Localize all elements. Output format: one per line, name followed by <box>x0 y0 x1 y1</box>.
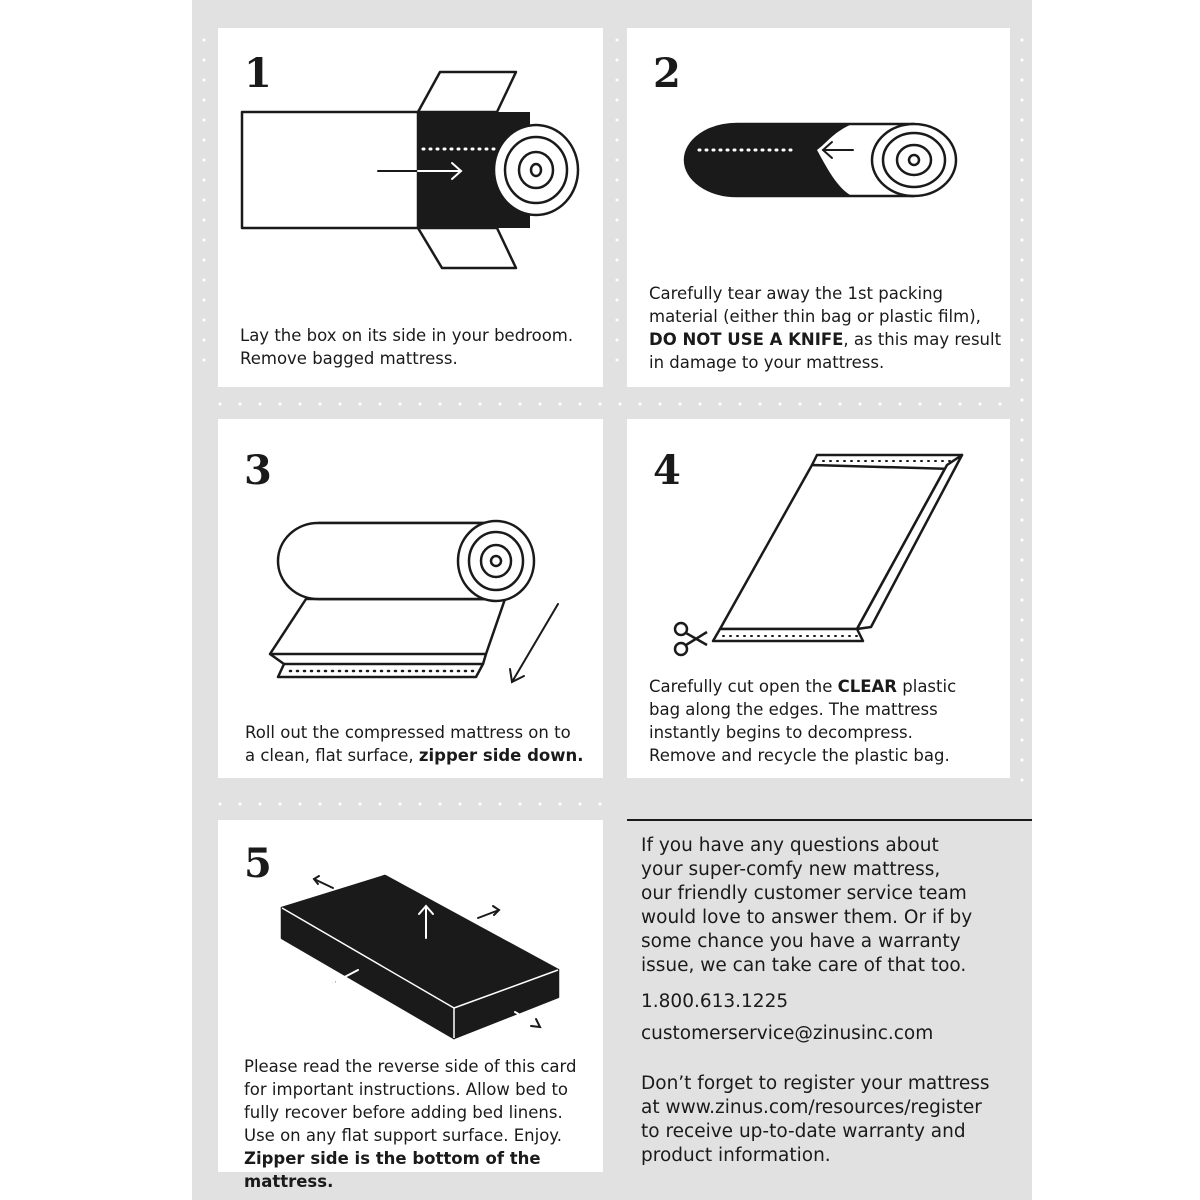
section-divider <box>627 819 1032 821</box>
register-text-line: Don’t forget to register your mattress <box>641 1073 990 1094</box>
dotted-guide <box>615 30 619 370</box>
step-text-line: fully recover before adding bed linens. <box>244 1103 563 1122</box>
step-card-2 <box>627 28 1010 387</box>
step-text-fragment: , as this may result <box>843 330 1002 349</box>
register-note <box>641 1072 990 1168</box>
step-text-line: in damage to your mattress. <box>649 353 885 372</box>
step-card-3 <box>218 419 603 778</box>
step-text-line <box>649 328 1001 351</box>
scissors-icon <box>675 623 707 655</box>
step-text-line <box>244 1147 603 1193</box>
step-text-line: for important instructions. Allow bed to <box>244 1080 569 1099</box>
contact-text-line: If you have any questions about <box>641 835 939 856</box>
roll-out-illustration <box>218 419 603 704</box>
step-number: 4 <box>653 447 681 494</box>
step-text-line: Use on any flat support surface. Enjoy. <box>244 1126 562 1145</box>
dotted-guide <box>202 30 206 370</box>
contact-text-line: some chance you have a warranty <box>641 931 961 952</box>
step-text <box>245 721 584 767</box>
contact-text-line: our friendly customer service team <box>641 883 967 904</box>
emphasis-text: zipper side down. <box>418 746 584 765</box>
emphasis-text: CLEAR <box>837 677 898 696</box>
step-text-line: Lay the box on its side in your bedroom. <box>240 326 574 345</box>
step-text-line <box>245 744 584 767</box>
step-text <box>240 324 573 370</box>
step-text-fragment: Carefully cut open the <box>649 677 838 696</box>
warning-text: DO NOT USE A KNIFE <box>649 330 844 349</box>
phone-number: 1.800.613.1225 <box>641 991 789 1012</box>
step-number: 2 <box>653 50 681 97</box>
step-text-line: Please read the reverse side of this card <box>244 1057 577 1076</box>
register-text-line: product information. <box>641 1145 831 1166</box>
contact-text-line: would love to answer them. Or if by <box>641 907 973 928</box>
expanding-mattress-illustration <box>218 820 603 1055</box>
cut-bag-illustration <box>627 419 1010 669</box>
dotted-guide <box>210 802 605 806</box>
step-text-line: Remove and recycle the plastic bag. <box>649 746 950 765</box>
step-text-line: Remove bagged mattress. <box>240 349 458 368</box>
step-text-line: material (either thin bag or plastic film), <box>649 307 981 326</box>
register-text-line: at www.zinus.com/resources/register <box>641 1097 982 1118</box>
contact-text-line: issue, we can take care of that too. <box>641 955 967 976</box>
contact-intro <box>641 834 972 978</box>
step-text <box>649 675 956 767</box>
step-number: 5 <box>244 840 272 887</box>
step-text-fragment: plastic <box>897 677 957 696</box>
step-text <box>244 1055 603 1193</box>
register-text-line: to receive up-to-date warranty and <box>641 1121 966 1142</box>
step-text-line: Carefully tear away the 1st packing <box>649 284 943 303</box>
roll-tear-illustration <box>627 28 1010 288</box>
step-text-line <box>649 675 956 698</box>
step-number: 3 <box>244 447 272 494</box>
step-text-line: instantly begins to decompress. <box>649 723 913 742</box>
step-text-line: Roll out the compressed mattress on to <box>245 723 571 742</box>
step-card-1 <box>218 28 603 387</box>
step-text-fragment: a clean, flat surface, <box>245 746 419 765</box>
step-number: 1 <box>244 50 272 97</box>
step-text-line: bag along the edges. The mattress <box>649 700 938 719</box>
emphasis-text: Zipper side is the bottom of the mattress. <box>244 1149 541 1191</box>
dotted-guide <box>210 402 1015 406</box>
step-card-5 <box>218 820 603 1191</box>
contact-text-line: your super-comfy new mattress, <box>641 859 941 880</box>
box-open-illustration <box>218 28 603 308</box>
dotted-guide <box>1020 30 1024 790</box>
email-address: customerservice@zinusinc.com <box>641 1023 934 1044</box>
step-card-4 <box>627 419 1010 778</box>
step-text <box>649 282 1001 374</box>
